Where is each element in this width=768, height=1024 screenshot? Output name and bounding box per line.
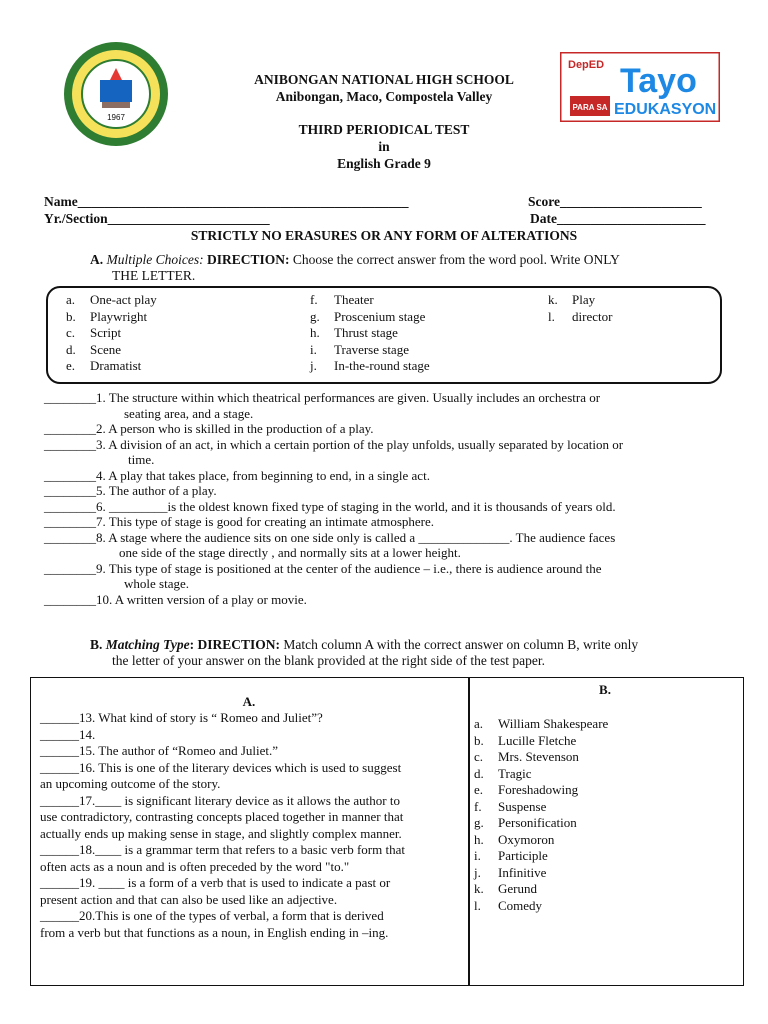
test-in: in <box>378 139 390 154</box>
question-text: ________6. _________is the oldest known fixed type of staging in the world, and it is thousands of years old. <box>44 498 616 514</box>
column-b-item <box>474 799 734 816</box>
word-pool-col2 <box>310 292 430 375</box>
column-a-line: ______14. <box>40 726 96 742</box>
column-b-item <box>474 881 734 898</box>
deped-text: DepED <box>568 59 605 71</box>
question-text: ________5. The author of a play. <box>44 483 217 498</box>
part-b-title: Matching Type <box>105 637 190 652</box>
column-a-list <box>40 710 460 941</box>
school-address: Anibongan, Maco, Compostela Valley <box>275 89 493 104</box>
test-subject: English Grade 9 <box>337 156 431 171</box>
question-item <box>44 437 734 468</box>
column-b-answer: Gerund <box>498 881 537 896</box>
column-a-line: use contradictory, contrasting concepts placed together in manner that <box>40 809 404 824</box>
school-name: ANIBONGAN NATIONAL HIGH SCHOOL <box>254 72 514 87</box>
column-b-letter: k. <box>474 881 484 896</box>
word-pool-col1 <box>66 292 157 375</box>
no-erasure-notice: STRICTLY NO ERASURES OR ANY FORM OF ALTERATIONS <box>190 228 578 243</box>
para-sa-text: PARA SA <box>572 103 608 112</box>
column-b-answer: Oxymoron <box>498 831 555 847</box>
question-continuation: whole stage. <box>124 576 189 591</box>
word-pool-letter: j. <box>310 358 317 373</box>
part-a-direction-line2: THE LETTER. <box>112 268 196 283</box>
word-pool-term: Scene <box>90 341 122 357</box>
name-field[interactable]: Name_________________________________________________ <box>44 194 409 209</box>
column-b-answer: Personification <box>498 815 577 830</box>
column-b-header: B. <box>599 682 611 697</box>
word-pool-letter: f. <box>310 292 318 307</box>
part-a-letter: A. <box>90 252 104 267</box>
column-b-item <box>474 898 734 915</box>
question-text: ________7. This type of stage is good for creating an intimate atmosphere. <box>44 514 435 529</box>
column-b-answer: Lucille Fletche <box>498 732 577 748</box>
column-a-line: ______13. What kind of story is “ Romeo and Juliet”? <box>40 710 323 725</box>
column-b-item <box>474 848 734 865</box>
word-pool-item <box>310 325 430 342</box>
column-b-letter: d. <box>474 765 484 781</box>
column-a-line: present action and that can also be used like an adjective. <box>40 891 338 907</box>
column-b-letter: g. <box>474 815 484 830</box>
question-text: ________4. A play that takes place, from beginning to end, in a single act. <box>44 467 430 483</box>
column-b-item <box>474 832 734 849</box>
column-b-letter: c. <box>474 749 484 764</box>
column-b-item <box>474 815 734 832</box>
question-item <box>44 592 734 608</box>
section-field[interactable]: Yr./Section________________________ <box>44 211 270 226</box>
date-field[interactable]: Date______________________ <box>530 211 706 226</box>
word-pool-col3 <box>548 292 612 325</box>
column-b-answer: Participle <box>498 848 548 863</box>
column-a-line: from a verb but that functions as a noun, in English ending in –ing. <box>40 924 389 940</box>
column-b-letter: e. <box>474 782 484 797</box>
word-pool-term: Traverse stage <box>334 341 409 357</box>
word-pool-letter: b. <box>66 308 76 324</box>
column-a-line: ______16. This is one of the literary devices which is used to suggest <box>40 759 402 775</box>
word-pool-item <box>310 292 430 309</box>
part-b-direction-label: DIRECTION: <box>197 637 281 652</box>
word-pool-item <box>66 342 157 359</box>
column-b-item <box>474 782 734 799</box>
column-b-letter: j. <box>474 864 481 880</box>
column-b-letter: b. <box>474 732 484 748</box>
part-a-direction-text: Choose the correct answer from the word pool. Write ONLY <box>292 252 620 267</box>
word-pool-term: Play <box>572 292 596 307</box>
question-text: ________3. A division of an act, in which a certain portion of the play unfolds, usually separated by location or <box>44 436 624 452</box>
matching-table-divider <box>468 677 470 985</box>
column-a-line: ______15. The author of “Romeo and Juliet.” <box>40 743 279 758</box>
part-b-direction <box>90 637 730 653</box>
column-b-item <box>474 733 734 750</box>
word-pool-item <box>66 358 157 375</box>
column-b-item <box>474 865 734 882</box>
word-pool-term: Theater <box>334 292 374 307</box>
column-a-line: ______18.____ is a grammar term that refers to a basic verb form that <box>40 842 405 857</box>
score-field[interactable]: Score_____________________ <box>528 194 702 209</box>
tayo-text: Tayo <box>620 62 697 100</box>
question-continuation: seating area, and a stage. <box>124 405 254 421</box>
word-pool-item <box>66 309 157 326</box>
column-b-letter: i. <box>474 848 481 863</box>
part-b-direction-line2: the letter of your answer on the blank provided at the right side of the test paper. <box>112 653 545 668</box>
word-pool-letter: c. <box>66 325 76 340</box>
question-item <box>44 561 734 592</box>
column-b-item <box>474 766 734 783</box>
word-pool-letter: i. <box>310 341 317 357</box>
column-b-answer: William Shakespeare <box>498 716 609 731</box>
column-b-answer: Infinitive <box>498 864 547 880</box>
column-a-line: ______19. ____ is a form of a verb that is used to indicate a past or <box>40 875 391 890</box>
column-b-letter: a. <box>474 716 484 731</box>
question-item <box>44 499 734 515</box>
question-text: ________10. A written version of a play or movie. <box>44 591 307 607</box>
seal-year: 1967 <box>107 113 125 122</box>
question-continuation: one side of the stage directly , and normally sits at a lower height. <box>119 545 461 560</box>
column-a-header: A. <box>242 694 256 709</box>
part-a-title: Multiple Choices: <box>106 252 204 267</box>
question-item <box>44 514 734 530</box>
word-pool-item <box>548 309 612 326</box>
column-b-item <box>474 716 734 733</box>
word-pool-term: Playwright <box>90 308 148 324</box>
word-pool-item <box>66 292 157 309</box>
word-pool-item <box>310 342 430 359</box>
word-pool-term: In-the-round stage <box>334 358 430 373</box>
part-b-letter: B. <box>90 637 103 652</box>
column-b-answer: Mrs. Stevenson <box>498 749 579 764</box>
word-pool-letter: d. <box>66 341 76 357</box>
question-item <box>44 390 734 421</box>
word-pool-letter: h. <box>310 325 320 340</box>
column-a-line: ______17.____ is significant literary device as it allows the author to <box>40 792 400 808</box>
part-a-direction <box>90 252 730 268</box>
word-pool-term: Dramatist <box>90 358 142 373</box>
column-b-letter: f. <box>474 798 482 814</box>
question-item <box>44 483 734 499</box>
question-text: ________2. A person who is skilled in the production of a play. <box>44 421 374 436</box>
column-a-line: an upcoming outcome of the story. <box>40 776 221 791</box>
word-pool-term: Proscenium stage <box>334 308 426 324</box>
question-continuation: time. <box>128 452 155 467</box>
column-b-answer: Comedy <box>498 897 543 913</box>
word-pool-item <box>310 358 430 375</box>
part-b-direction-text: Match column A with the correct answer on column B, write only <box>283 637 639 652</box>
question-item <box>44 421 734 437</box>
word-pool-term: Script <box>90 325 122 340</box>
question-text: ________8. A stage where the audience sits on one side only is called a ______________. The audience faces <box>44 529 616 545</box>
word-pool-term: director <box>572 308 613 324</box>
word-pool-item <box>310 309 430 326</box>
column-b-answer: Suspense <box>498 798 547 814</box>
word-pool-letter: g. <box>310 308 320 324</box>
word-pool-term: One-act play <box>90 292 157 307</box>
word-pool-letter: l. <box>548 308 555 324</box>
part-a-direction-label: DIRECTION: <box>206 252 290 267</box>
word-pool-term: Thrust stage <box>334 325 398 340</box>
column-b-answer: Foreshadowing <box>498 782 579 797</box>
edukasyon-text: EDUKASYON <box>614 101 717 118</box>
part-b-colon: : <box>189 637 195 652</box>
column-a-line: ______20.This is one of the types of verbal, a form that is derived <box>40 908 384 923</box>
word-pool-item <box>548 292 612 309</box>
question-item <box>44 530 734 561</box>
column-b-item <box>474 749 734 766</box>
word-pool-letter: e. <box>66 358 76 373</box>
question-item <box>44 468 734 484</box>
column-b-letter: l. <box>474 897 481 913</box>
column-a-line: actually ends up making sense in stage, and slightly complex manner. <box>40 825 402 841</box>
column-b-letter: h. <box>474 831 484 847</box>
column-b-list <box>474 716 734 914</box>
question-text: ________1. The structure within which theatrical performances are given. Usually includes an orchestra or <box>44 390 601 405</box>
word-pool-letter: a. <box>66 292 76 307</box>
part-a-questions <box>44 390 734 607</box>
column-a-line: often acts as a noun and is often preceded by the word "to." <box>40 858 350 874</box>
word-pool-item <box>66 325 157 342</box>
test-title: THIRD PERIODICAL TEST <box>298 122 470 137</box>
column-b-answer: Tragic <box>498 765 532 781</box>
word-pool-letter: k. <box>548 292 558 307</box>
question-text: ________9. This type of stage is positioned at the center of the audience – i.e., there is audience around the <box>44 560 602 576</box>
